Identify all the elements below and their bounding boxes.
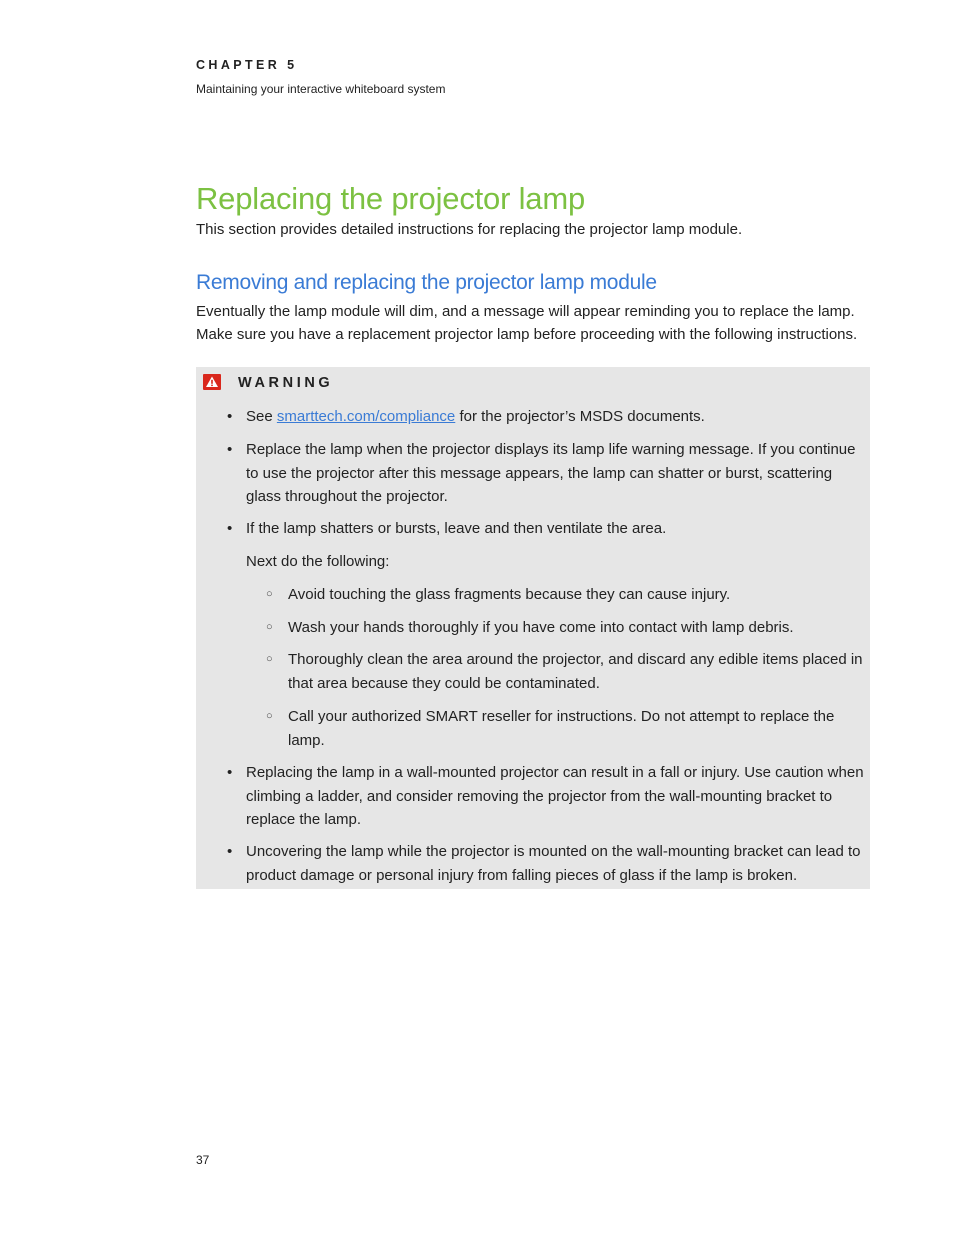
chapter-label: CHAPTER 5 bbox=[196, 58, 298, 72]
sub-bullet-circle: ○ bbox=[266, 653, 273, 665]
page-title: Replacing the projector lamp bbox=[196, 181, 585, 216]
bullet-dot: • bbox=[227, 764, 233, 781]
section-paragraph: Eventually the lamp module will dim, and a message will appear reminding you to replace the lamp. Make sure you have a replacement projector lamp before proceeding with the following instructions. bbox=[196, 303, 858, 343]
warning-box bbox=[196, 367, 870, 889]
sub-list-item-text: Thoroughly clean the area around the projector, and discard any edible items placed in that area because they could be contaminated. bbox=[288, 651, 863, 692]
list-item-text: for the projector’s MSDS documents. bbox=[459, 408, 705, 425]
warning-triangle-icon bbox=[203, 374, 221, 390]
warning-title: WARNING bbox=[238, 375, 334, 391]
list-item-text: See bbox=[246, 408, 273, 425]
compliance-link[interactable]: smarttech.com/compliance bbox=[276, 408, 456, 425]
list-item-text: Uncovering the lamp while the projector is mounted on the wall-mounting bracket can lead to product damage or personal injury from falling pieces of glass if the lamp is broken. bbox=[246, 843, 861, 884]
bullet-dot: • bbox=[227, 408, 233, 425]
intro-paragraph: This section provides detailed instructions for replacing the projector lamp module. bbox=[196, 221, 743, 238]
sub-bullet-circle: ○ bbox=[266, 621, 273, 633]
bullet-dot: • bbox=[227, 843, 233, 860]
bullet-dot: • bbox=[227, 441, 233, 458]
list-item-text: Next do the following: bbox=[246, 553, 390, 570]
chapter-title: Maintaining your interactive whiteboard system bbox=[196, 82, 446, 96]
sub-list-item-text: Call your authorized SMART reseller for instructions. Do not attempt to replace the lamp. bbox=[288, 708, 835, 749]
section-heading: Removing and replacing the projector lamp module bbox=[196, 271, 657, 294]
list-item-text: If the lamp shatters or bursts, leave and then ventilate the area. bbox=[246, 520, 667, 537]
sub-bullet-circle: ○ bbox=[266, 588, 273, 600]
list-item-text: Replace the lamp when the projector displays its lamp life warning message. If you continue to use the projector after this message appears, the lamp can shatter or burst, scattering glass throughout the projector. bbox=[246, 441, 856, 505]
bullet-dot: • bbox=[227, 520, 233, 537]
sub-list-item-text: Avoid touching the glass fragments because they can cause injury. bbox=[288, 586, 731, 603]
list-item-text: Replacing the lamp in a wall-mounted projector can result in a fall or injury. Use caution when climbing a ladder, and consider removing the projector from the wall-mounting bracket to replace the lamp. bbox=[246, 764, 864, 828]
page-number: 37 bbox=[196, 1153, 210, 1167]
sub-bullet-circle: ○ bbox=[266, 710, 273, 722]
sub-list-item-text: Wash your hands thoroughly if you have come into contact with lamp debris. bbox=[288, 619, 794, 636]
